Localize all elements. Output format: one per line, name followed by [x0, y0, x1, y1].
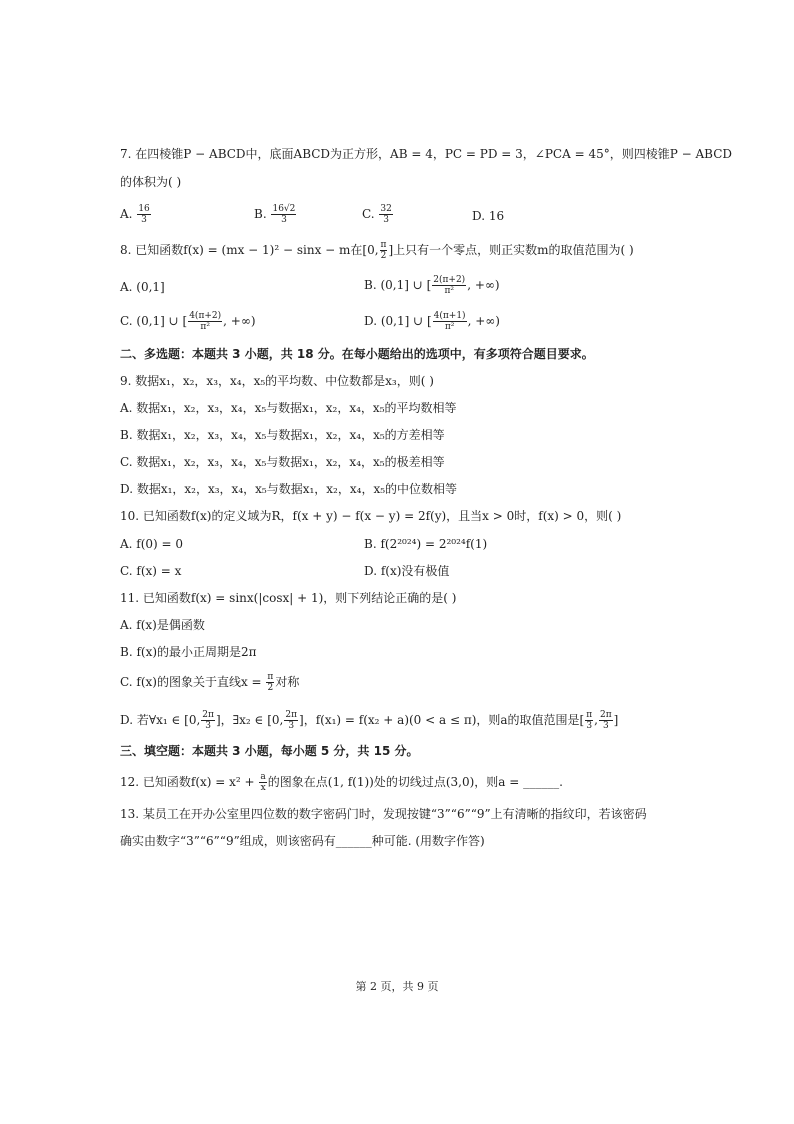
- fraction: [259, 772, 266, 793]
- q8-option-d: [364, 311, 500, 332]
- denominator: x: [260, 783, 266, 793]
- option-text: D. (0,1] ∪ [: [364, 314, 432, 328]
- q10-option-d: D. f(x)没有极值: [364, 564, 450, 578]
- q7-stem-line2: 的体积为( ): [120, 175, 182, 189]
- q8-option-c: [120, 311, 256, 332]
- q8-option-a: A. (0,1]: [120, 280, 165, 294]
- numerator: 16: [138, 204, 150, 214]
- fraction: [201, 710, 215, 731]
- q9-option-d: D. 数据x₁，x₂，x₃，x₄，x₅与数据x₁，x₂，x₄，x₅的中位数相等: [120, 482, 458, 496]
- fraction: [433, 311, 467, 332]
- denominator: π²: [200, 322, 210, 332]
- page-footer: 第 2 页，共 9 页: [355, 980, 439, 993]
- numerator: 2π: [202, 710, 214, 720]
- q11-option-b: B. f(x)的最小正周期是2π: [120, 645, 257, 659]
- option-text: ]: [613, 713, 619, 727]
- q13-stem-line1: 13. 某员工在开办公室里四位数的数字密码门时，发现按键“3”“6”“9”上有清晰的指纹印，若该密码: [120, 807, 647, 821]
- option-label: A.: [120, 207, 133, 221]
- q8-stem-part2: ]上只有一个零点，则正实数m的取值范围为( ): [388, 243, 634, 257]
- q11-option-c: [120, 672, 299, 693]
- fraction: [271, 204, 296, 225]
- q10-option-c: C. f(x) = x: [120, 564, 182, 578]
- q8-stem: [120, 240, 634, 261]
- q10-option-b: B. f(2²⁰²⁴) = 2²⁰²⁴f(1): [364, 537, 488, 551]
- denominator: 3: [602, 721, 609, 731]
- option-text: B. (0,1] ∪ [: [364, 278, 432, 292]
- option-text: , +∞): [467, 314, 500, 328]
- numerator: 4(π+2): [189, 311, 222, 321]
- fraction: [188, 311, 222, 332]
- fraction: [379, 204, 392, 225]
- fraction: [380, 240, 388, 261]
- denominator: 3: [383, 215, 389, 225]
- option-text: ]，f(x₁) = f(x₂ + a)(0 < a ≤ π)，则a的取值范围是[: [299, 713, 585, 727]
- option-text: ]，∃x₂ ∈ [0,: [215, 713, 284, 727]
- numerator: 2π: [285, 710, 298, 720]
- option-text: C. f(x)的图象关于直线x =: [120, 675, 266, 689]
- q9-option-c: C. 数据x₁，x₂，x₃，x₄，x₅与数据x₁，x₂，x₄，x₅的极差相等: [120, 455, 445, 469]
- option-text: C. (0,1] ∪ [: [120, 314, 188, 328]
- q7-stem-line1: 7. 在四棱锥P − ABCD中，底面ABCD为正方形，AB = 4，PC = PD = 3，∠PCA = 45°，则四棱锥P − ABCD: [120, 147, 732, 161]
- q12-stem-part1: 12. 已知函数f(x) = x² +: [120, 775, 259, 789]
- denominator: 2: [267, 683, 274, 693]
- fraction: [266, 672, 274, 693]
- option-text: , +∞): [467, 278, 500, 292]
- numerator: π: [267, 672, 274, 682]
- q7-option-a: [120, 204, 152, 225]
- denominator: 3: [288, 721, 295, 731]
- denominator: 3: [205, 721, 211, 731]
- q11-stem: 11. 已知函数f(x) = sinx(|cosx| + 1)，则下列结论正确的是( ): [120, 591, 457, 605]
- numerator: 32: [380, 204, 392, 214]
- numerator: π: [586, 710, 593, 720]
- fraction: [284, 710, 298, 731]
- q12-stem: [120, 772, 563, 793]
- q8-option-b: [364, 275, 500, 296]
- denominator: π²: [444, 322, 455, 332]
- option-text: 对称: [275, 675, 300, 689]
- q7-option-c: [362, 204, 394, 225]
- option-text: , +∞): [223, 314, 256, 328]
- numerator: π: [380, 240, 387, 250]
- numerator: 2(π+2): [433, 275, 466, 285]
- numerator: 4(π+1): [433, 311, 466, 321]
- denominator: 3: [141, 215, 147, 225]
- denominator: π²: [444, 286, 454, 296]
- denominator: 3: [586, 721, 593, 731]
- q10-stem: 10. 已知函数f(x)的定义域为R，f(x + y) − f(x − y) = 2f(y)，且当x > 0时，f(x) > 0，则( ): [120, 509, 622, 523]
- fraction: [137, 204, 150, 225]
- option-text: ,: [594, 713, 598, 727]
- q9-stem: 9. 数据x₁，x₂，x₃，x₄，x₅的平均数、中位数都是x₃，则( ): [120, 374, 434, 388]
- fraction: [432, 275, 466, 296]
- option-label: B.: [254, 207, 267, 221]
- section-heading-fill-in: 三、填空题：本题共 3 小题，每小题 5 分，共 15 分。: [120, 744, 419, 758]
- denominator: 2: [380, 251, 387, 261]
- q11-option-a: A. f(x)是偶函数: [120, 618, 205, 632]
- numerator: 2π: [600, 710, 612, 720]
- denominator: 3: [281, 215, 287, 225]
- option-label: C.: [362, 207, 375, 221]
- q7-option-b: [254, 204, 297, 225]
- numerator: 16√2: [272, 204, 296, 214]
- numerator: a: [260, 772, 266, 782]
- q7-option-d: D. 16: [472, 209, 505, 223]
- q9-option-a: A. 数据x₁，x₂，x₃，x₄，x₅与数据x₁，x₂，x₄，x₅的平均数相等: [120, 401, 457, 415]
- q9-option-b: B. 数据x₁，x₂，x₃，x₄，x₅与数据x₁，x₂，x₄，x₅的方差相等: [120, 428, 445, 442]
- fraction: [585, 710, 593, 731]
- option-text: D. 若∀x₁ ∈ [0,: [120, 713, 201, 727]
- q13-stem-line2: 确实由数字“3”“6”“9”组成，则该密码有______种可能. (用数字作答): [120, 834, 485, 848]
- fraction: [599, 710, 613, 731]
- q11-option-d: [120, 710, 618, 731]
- q8-stem-part1: 8. 已知函数f(x) = (mx − 1)² − sinx − m在[0,: [120, 243, 379, 257]
- q10-option-a: A. f(0) = 0: [120, 537, 184, 551]
- q12-stem-part2: 的图象在点(1, f(1))处的切线过点(3,0)，则a = ______.: [267, 775, 563, 789]
- section-heading-multiple-choice: 二、多选题：本题共 3 小题，共 18 分。在每小题给出的选项中，有多项符合题目要求。: [120, 347, 594, 361]
